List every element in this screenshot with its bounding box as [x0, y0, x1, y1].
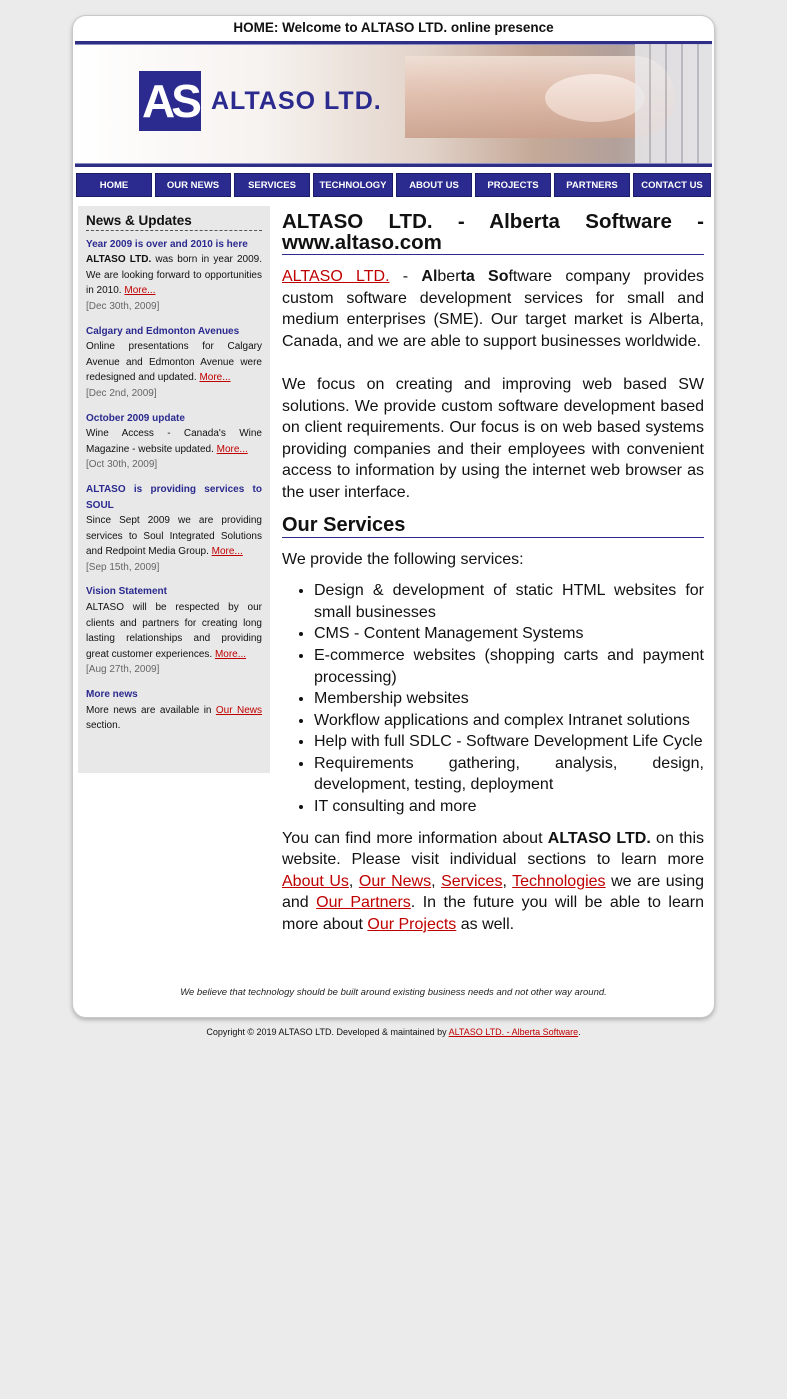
news-more-link[interactable]: More...: [124, 285, 156, 297]
find-more-text: on this website. Please visit individual sections to learn more: [282, 829, 705, 869]
copyright-text: Copyright © 2019 ALTASO LTD. Developed & maintained by: [206, 1027, 449, 1037]
news-date: [Dec 2nd, 2009]: [86, 387, 157, 399]
find-more-text: . In the future you will be able to learn more about: [282, 894, 705, 934]
header-banner: [75, 41, 712, 167]
news-text: Online presentations for Calgary Avenue and Edmonton Avenue were redesigned and updated.: [86, 341, 262, 384]
more-news-item: [86, 687, 262, 734]
nav-home[interactable]: HOME: [76, 173, 152, 197]
services-link[interactable]: Services: [441, 872, 503, 890]
technologies-link[interactable]: Technologies: [512, 872, 606, 890]
our-news-link[interactable]: Our News: [358, 872, 432, 890]
altaso-link[interactable]: ALTASO LTD.: [282, 268, 390, 285]
news-item: [86, 237, 262, 315]
list-item: • Requirements gathering, analysis, design, development, testing, deployment: [314, 753, 704, 796]
intro-ta: ta: [460, 268, 475, 285]
news-bold-prefix: ALTASO LTD.: [86, 254, 152, 266]
news-text: More news are available in: [86, 704, 216, 716]
news-item: [86, 482, 262, 576]
intro-space: [475, 268, 488, 285]
news-more-link[interactable]: More...: [211, 546, 243, 558]
our-projects-link[interactable]: Our Projects: [367, 916, 457, 934]
news-date: [Dec 30th, 2009]: [86, 300, 160, 312]
banner-fingernail-image: [545, 74, 645, 122]
find-more-text: as well.: [456, 916, 515, 934]
nav-projects[interactable]: PROJECTS: [475, 173, 551, 197]
news-date: [Sep 15th, 2009]: [86, 561, 160, 573]
page-title: HOME: Welcome to ALTASO LTD. online presence: [233, 20, 554, 35]
news-text: Since Sept 2009 we are providing services to Soul Integrated Solutions and Redpoint Media Group.: [86, 515, 262, 558]
intro-so: So: [488, 268, 509, 285]
find-more-paragraph: [282, 828, 704, 936]
news-item: [86, 411, 262, 473]
intro-al: Al: [421, 268, 438, 285]
news-more-link[interactable]: More...: [199, 372, 231, 384]
news-more-link[interactable]: More...: [214, 648, 247, 660]
list-item: • Membership websites: [314, 688, 704, 710]
comma: ,: [502, 872, 513, 890]
news-body: [86, 252, 262, 299]
list-item: • Design & development of static HTML websites for small businesses: [314, 580, 704, 623]
nav-about-us[interactable]: ABOUT US: [396, 173, 472, 197]
news-date: [Oct 30th, 2009]: [86, 459, 158, 471]
news-title: Calgary and Edmonton Avenues: [86, 325, 240, 337]
main-heading: ALTASO LTD. - Alberta Software - www.altaso.com: [282, 210, 704, 254]
news-text: section.: [86, 720, 121, 732]
banner-keyboard-image: [635, 44, 712, 164]
nav-contact-us[interactable]: CONTACT US: [633, 173, 711, 197]
nav-our-news[interactable]: OUR NEWS: [155, 173, 231, 197]
intro-ber: ber: [437, 268, 461, 285]
find-more-text: we are using and: [282, 872, 705, 912]
find-more-text: You can find more information about: [282, 829, 548, 847]
comma: ,: [348, 872, 359, 890]
main-content: [282, 211, 704, 936]
logo-text: ALTASO LTD.: [211, 87, 382, 115]
focus-paragraph: We focus on creating and improving web based SW solutions. We provide custom software development based on client requirements. Our focus is on web based systems providing companies and their employees with convenient access to information by using the internet web browser as the user interface.: [282, 375, 704, 501]
our-partners-link[interactable]: Our Partners: [316, 894, 411, 912]
news-title: ALTASO is providing services to SOUL: [86, 483, 262, 511]
news-date: [Aug 27th, 2009]: [86, 664, 160, 676]
services-heading: Our Services: [282, 515, 704, 538]
footer-end: .: [578, 1027, 581, 1037]
news-body: [86, 426, 262, 457]
news-title: More news: [86, 689, 138, 701]
list-item: • Help with full SDLC - Software Development Life Cycle: [314, 731, 704, 753]
footer-link[interactable]: ALTASO LTD. - Alberta Software: [448, 1027, 579, 1037]
news-item: [86, 324, 262, 402]
sidebar-title: News & Updates: [86, 213, 262, 231]
news-title: Year 2009 is over and 2010 is here: [86, 238, 248, 250]
news-body: [86, 703, 262, 734]
nav-partners[interactable]: PARTNERS: [554, 173, 630, 197]
services-intro: We provide the following services:: [282, 550, 524, 568]
tagline: We believe that technology should be built around existing business needs and not other way around.: [180, 987, 607, 998]
intro-text: ftware company provides custom software development services for small and medium enterprises (SME). Our target market is Alberta, Canada, and we are able to support businesses worldwide.: [282, 268, 704, 350]
our-news-link[interactable]: Our News: [215, 704, 262, 716]
news-sidebar: [78, 206, 270, 773]
list-item: • CMS - Content Management Systems: [314, 623, 704, 645]
page-container: [72, 15, 715, 1018]
services-list: [282, 580, 704, 818]
news-item: [86, 584, 262, 678]
banner-bottom-line: [75, 163, 712, 164]
news-body: [86, 339, 262, 386]
footer: [0, 1027, 787, 1037]
news-body: [86, 600, 262, 662]
news-title: October 2009 update: [86, 412, 185, 424]
news-body: [86, 513, 262, 560]
nav-services[interactable]: SERVICES: [234, 173, 310, 197]
list-item: • IT consulting and more: [314, 796, 704, 818]
find-more-bold: ALTASO LTD.: [547, 829, 651, 847]
nav-technology[interactable]: TECHNOLOGY: [313, 173, 393, 197]
news-text: Wine Access - Canada's Wine Magazine - website updated.: [86, 428, 262, 455]
intro-dash: -: [389, 268, 422, 285]
main-nav: [76, 173, 711, 197]
news-text: ALTASO will be respected by our clients and partners for creating long lasting relationships and providing great customer experiences.: [86, 602, 262, 660]
list-item: • E-commerce websites (shopping carts and payment processing): [314, 645, 704, 688]
list-item: • Workflow applications and complex Intranet solutions: [314, 710, 704, 732]
comma: ,: [431, 872, 442, 890]
intro-paragraph: [282, 266, 704, 352]
news-title: Vision Statement: [86, 586, 167, 598]
banner-top-line: [75, 44, 712, 45]
news-text: was born in year 2009. We are looking forward to opportunities in 2010.: [86, 254, 262, 297]
news-more-link[interactable]: More...: [216, 443, 248, 455]
about-us-link[interactable]: About Us: [282, 872, 349, 890]
logo-icon: AS: [139, 71, 201, 131]
